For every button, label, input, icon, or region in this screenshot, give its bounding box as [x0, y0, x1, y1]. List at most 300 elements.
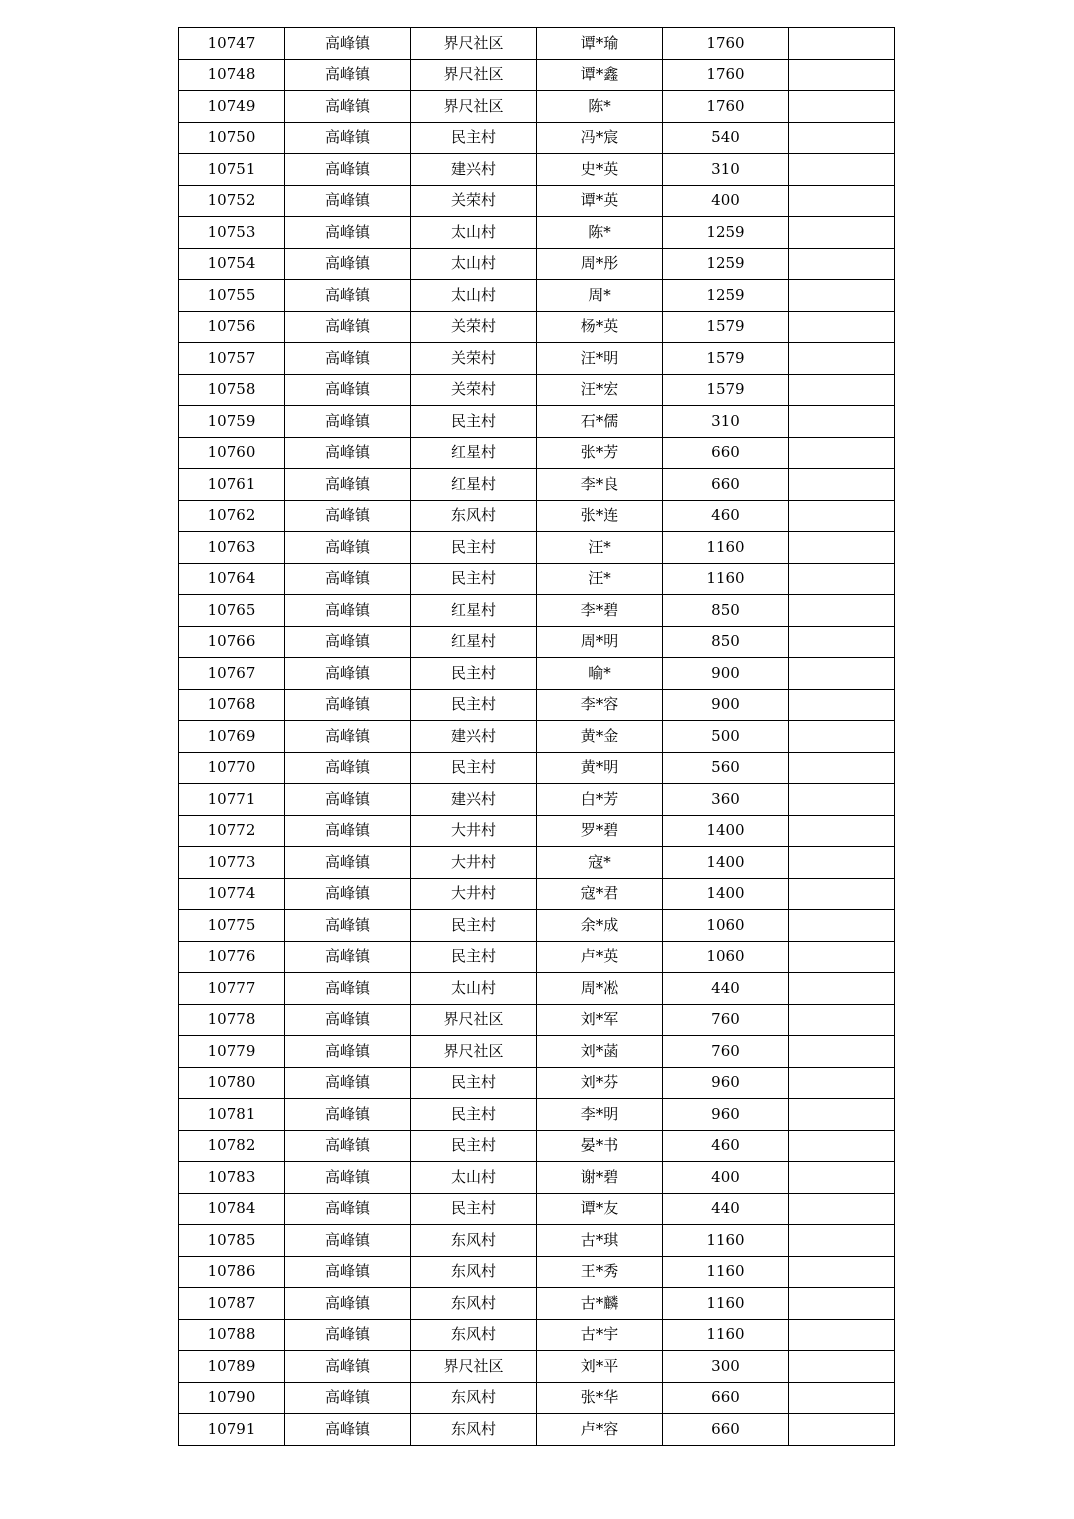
- name-cell: 黄*金: [537, 721, 663, 753]
- name-cell: 卢*英: [537, 941, 663, 973]
- table-row: [179, 815, 895, 847]
- table-row: [179, 973, 895, 1005]
- note-cell: [789, 973, 895, 1005]
- name-cell: 刘*军: [537, 1004, 663, 1036]
- row-number-cell: 10764: [179, 563, 285, 595]
- village-cell: 界尺社区: [411, 28, 537, 60]
- amount-cell: 1579: [663, 311, 789, 343]
- table-row: [179, 784, 895, 816]
- town-cell: 高峰镇: [285, 721, 411, 753]
- row-number-cell: 10771: [179, 784, 285, 816]
- row-number-cell: 10781: [179, 1099, 285, 1131]
- amount-cell: 660: [663, 1382, 789, 1414]
- table-row: [179, 1351, 895, 1383]
- row-number-cell: 10783: [179, 1162, 285, 1194]
- note-cell: [789, 878, 895, 910]
- note-cell: [789, 1067, 895, 1099]
- note-cell: [789, 185, 895, 217]
- village-cell: 东风村: [411, 1225, 537, 1257]
- amount-cell: 1400: [663, 847, 789, 879]
- note-cell: [789, 784, 895, 816]
- town-cell: 高峰镇: [285, 1319, 411, 1351]
- village-cell: 关荣村: [411, 185, 537, 217]
- town-cell: 高峰镇: [285, 1130, 411, 1162]
- name-cell: 李*良: [537, 469, 663, 501]
- table-row: [179, 1193, 895, 1225]
- name-cell: 周*明: [537, 626, 663, 658]
- name-cell: 喻*: [537, 658, 663, 690]
- town-cell: 高峰镇: [285, 784, 411, 816]
- town-cell: 高峰镇: [285, 1256, 411, 1288]
- row-number-cell: 10759: [179, 406, 285, 438]
- table-row: [179, 469, 895, 501]
- row-number-cell: 10774: [179, 878, 285, 910]
- amount-cell: 900: [663, 658, 789, 690]
- row-number-cell: 10769: [179, 721, 285, 753]
- village-cell: 太山村: [411, 280, 537, 312]
- village-cell: 民主村: [411, 910, 537, 942]
- town-cell: 高峰镇: [285, 815, 411, 847]
- row-number-cell: 10790: [179, 1382, 285, 1414]
- amount-cell: 400: [663, 185, 789, 217]
- town-cell: 高峰镇: [285, 185, 411, 217]
- table-row: [179, 28, 895, 60]
- table-row: [179, 941, 895, 973]
- village-cell: 太山村: [411, 1162, 537, 1194]
- town-cell: 高峰镇: [285, 941, 411, 973]
- row-number-cell: 10748: [179, 59, 285, 91]
- table-row: [179, 752, 895, 784]
- amount-cell: 500: [663, 721, 789, 753]
- note-cell: [789, 1036, 895, 1068]
- village-cell: 太山村: [411, 248, 537, 280]
- table-row: [179, 595, 895, 627]
- table-row: [179, 122, 895, 154]
- row-number-cell: 10785: [179, 1225, 285, 1257]
- village-cell: 大井村: [411, 847, 537, 879]
- town-cell: 高峰镇: [285, 563, 411, 595]
- note-cell: [789, 1288, 895, 1320]
- amount-cell: 440: [663, 1193, 789, 1225]
- village-cell: 大井村: [411, 815, 537, 847]
- town-cell: 高峰镇: [285, 59, 411, 91]
- town-cell: 高峰镇: [285, 626, 411, 658]
- amount-cell: 1160: [663, 1256, 789, 1288]
- amount-cell: 850: [663, 626, 789, 658]
- town-cell: 高峰镇: [285, 1099, 411, 1131]
- table-row: [179, 343, 895, 375]
- village-cell: 界尺社区: [411, 1351, 537, 1383]
- village-cell: 民主村: [411, 406, 537, 438]
- note-cell: [789, 1351, 895, 1383]
- town-cell: 高峰镇: [285, 1351, 411, 1383]
- table-row: [179, 1225, 895, 1257]
- table-row: [179, 437, 895, 469]
- name-cell: 陈*: [537, 217, 663, 249]
- note-cell: [789, 1004, 895, 1036]
- amount-cell: 300: [663, 1351, 789, 1383]
- name-cell: 李*明: [537, 1099, 663, 1131]
- note-cell: [789, 217, 895, 249]
- amount-cell: 1160: [663, 1288, 789, 1320]
- village-cell: 关荣村: [411, 343, 537, 375]
- village-cell: 民主村: [411, 941, 537, 973]
- name-cell: 周*彤: [537, 248, 663, 280]
- row-number-cell: 10772: [179, 815, 285, 847]
- town-cell: 高峰镇: [285, 1382, 411, 1414]
- row-number-cell: 10775: [179, 910, 285, 942]
- amount-cell: 400: [663, 1162, 789, 1194]
- table-row: [179, 217, 895, 249]
- table-row: [179, 910, 895, 942]
- name-cell: 张*华: [537, 1382, 663, 1414]
- town-cell: 高峰镇: [285, 658, 411, 690]
- town-cell: 高峰镇: [285, 91, 411, 123]
- amount-cell: 1760: [663, 28, 789, 60]
- note-cell: [789, 122, 895, 154]
- name-cell: 寇*君: [537, 878, 663, 910]
- town-cell: 高峰镇: [285, 752, 411, 784]
- village-cell: 东风村: [411, 1288, 537, 1320]
- amount-cell: 660: [663, 469, 789, 501]
- village-cell: 民主村: [411, 1130, 537, 1162]
- amount-cell: 850: [663, 595, 789, 627]
- note-cell: [789, 311, 895, 343]
- name-cell: 古*琪: [537, 1225, 663, 1257]
- village-cell: 建兴村: [411, 784, 537, 816]
- table-row: [179, 1319, 895, 1351]
- table-row: [179, 1256, 895, 1288]
- amount-cell: 660: [663, 437, 789, 469]
- table-row: [179, 1130, 895, 1162]
- town-cell: 高峰镇: [285, 500, 411, 532]
- row-number-cell: 10778: [179, 1004, 285, 1036]
- name-cell: 汪*明: [537, 343, 663, 375]
- table-row: [179, 59, 895, 91]
- amount-cell: 460: [663, 1130, 789, 1162]
- table-row: [179, 721, 895, 753]
- row-number-cell: 10780: [179, 1067, 285, 1099]
- amount-cell: 360: [663, 784, 789, 816]
- town-cell: 高峰镇: [285, 28, 411, 60]
- note-cell: [789, 1225, 895, 1257]
- town-cell: 高峰镇: [285, 469, 411, 501]
- table-row: [179, 1162, 895, 1194]
- village-cell: 东风村: [411, 500, 537, 532]
- town-cell: 高峰镇: [285, 595, 411, 627]
- name-cell: 刘*菡: [537, 1036, 663, 1068]
- table-row: [179, 311, 895, 343]
- table-row: [179, 1067, 895, 1099]
- amount-cell: 1060: [663, 941, 789, 973]
- note-cell: [789, 595, 895, 627]
- village-cell: 东风村: [411, 1414, 537, 1446]
- note-cell: [789, 343, 895, 375]
- town-cell: 高峰镇: [285, 1036, 411, 1068]
- amount-cell: 760: [663, 1004, 789, 1036]
- amount-cell: 1160: [663, 563, 789, 595]
- name-cell: 谭*友: [537, 1193, 663, 1225]
- village-cell: 界尺社区: [411, 1036, 537, 1068]
- town-cell: 高峰镇: [285, 1162, 411, 1194]
- name-cell: 黄*明: [537, 752, 663, 784]
- town-cell: 高峰镇: [285, 1288, 411, 1320]
- village-cell: 界尺社区: [411, 59, 537, 91]
- table-row: [179, 878, 895, 910]
- table-row: [179, 1036, 895, 1068]
- amount-cell: 1160: [663, 1225, 789, 1257]
- name-cell: 刘*平: [537, 1351, 663, 1383]
- row-number-cell: 10777: [179, 973, 285, 1005]
- village-cell: 太山村: [411, 973, 537, 1005]
- note-cell: [789, 91, 895, 123]
- town-cell: 高峰镇: [285, 437, 411, 469]
- name-cell: 王*秀: [537, 1256, 663, 1288]
- town-cell: 高峰镇: [285, 689, 411, 721]
- name-cell: 汪*: [537, 563, 663, 595]
- name-cell: 杨*英: [537, 311, 663, 343]
- amount-cell: 960: [663, 1067, 789, 1099]
- row-number-cell: 10761: [179, 469, 285, 501]
- table-row: [179, 1414, 895, 1446]
- row-number-cell: 10768: [179, 689, 285, 721]
- amount-cell: 560: [663, 752, 789, 784]
- amount-cell: 1259: [663, 217, 789, 249]
- row-number-cell: 10749: [179, 91, 285, 123]
- name-cell: 刘*芬: [537, 1067, 663, 1099]
- town-cell: 高峰镇: [285, 280, 411, 312]
- name-cell: 晏*书: [537, 1130, 663, 1162]
- amount-cell: 1259: [663, 280, 789, 312]
- table-row: [179, 500, 895, 532]
- row-number-cell: 10791: [179, 1414, 285, 1446]
- table-row: [179, 689, 895, 721]
- table-row: [179, 1004, 895, 1036]
- village-cell: 东风村: [411, 1256, 537, 1288]
- note-cell: [789, 500, 895, 532]
- table-row: [179, 563, 895, 595]
- village-cell: 民主村: [411, 122, 537, 154]
- row-number-cell: 10787: [179, 1288, 285, 1320]
- name-cell: 陈*: [537, 91, 663, 123]
- town-cell: 高峰镇: [285, 406, 411, 438]
- name-cell: 周*凇: [537, 973, 663, 1005]
- data-table: [178, 27, 895, 1446]
- note-cell: [789, 532, 895, 564]
- note-cell: [789, 248, 895, 280]
- amount-cell: 1160: [663, 532, 789, 564]
- amount-cell: 1760: [663, 59, 789, 91]
- note-cell: [789, 28, 895, 60]
- note-cell: [789, 59, 895, 91]
- town-cell: 高峰镇: [285, 878, 411, 910]
- village-cell: 民主村: [411, 1099, 537, 1131]
- note-cell: [789, 752, 895, 784]
- note-cell: [789, 1130, 895, 1162]
- row-number-cell: 10754: [179, 248, 285, 280]
- amount-cell: 310: [663, 154, 789, 186]
- town-cell: 高峰镇: [285, 1414, 411, 1446]
- town-cell: 高峰镇: [285, 1004, 411, 1036]
- amount-cell: 1400: [663, 878, 789, 910]
- row-number-cell: 10752: [179, 185, 285, 217]
- village-cell: 关荣村: [411, 374, 537, 406]
- town-cell: 高峰镇: [285, 1225, 411, 1257]
- note-cell: [789, 437, 895, 469]
- name-cell: 张*连: [537, 500, 663, 532]
- row-number-cell: 10782: [179, 1130, 285, 1162]
- row-number-cell: 10758: [179, 374, 285, 406]
- table-row: [179, 154, 895, 186]
- name-cell: 余*成: [537, 910, 663, 942]
- table-body: [179, 28, 895, 1446]
- village-cell: 界尺社区: [411, 1004, 537, 1036]
- name-cell: 汪*: [537, 532, 663, 564]
- note-cell: [789, 721, 895, 753]
- town-cell: 高峰镇: [285, 532, 411, 564]
- name-cell: 石*儒: [537, 406, 663, 438]
- town-cell: 高峰镇: [285, 910, 411, 942]
- note-cell: [789, 1414, 895, 1446]
- note-cell: [789, 1256, 895, 1288]
- village-cell: 建兴村: [411, 721, 537, 753]
- row-number-cell: 10788: [179, 1319, 285, 1351]
- village-cell: 民主村: [411, 658, 537, 690]
- note-cell: [789, 563, 895, 595]
- village-cell: 民主村: [411, 1067, 537, 1099]
- amount-cell: 440: [663, 973, 789, 1005]
- note-cell: [789, 280, 895, 312]
- name-cell: 卢*容: [537, 1414, 663, 1446]
- row-number-cell: 10747: [179, 28, 285, 60]
- name-cell: 古*麟: [537, 1288, 663, 1320]
- table-row: [179, 1099, 895, 1131]
- table-row: [179, 185, 895, 217]
- town-cell: 高峰镇: [285, 973, 411, 1005]
- town-cell: 高峰镇: [285, 311, 411, 343]
- note-cell: [789, 626, 895, 658]
- row-number-cell: 10770: [179, 752, 285, 784]
- row-number-cell: 10751: [179, 154, 285, 186]
- name-cell: 周*: [537, 280, 663, 312]
- name-cell: 白*芳: [537, 784, 663, 816]
- name-cell: 寇*: [537, 847, 663, 879]
- row-number-cell: 10765: [179, 595, 285, 627]
- row-number-cell: 10789: [179, 1351, 285, 1383]
- village-cell: 红星村: [411, 626, 537, 658]
- village-cell: 东风村: [411, 1319, 537, 1351]
- village-cell: 红星村: [411, 595, 537, 627]
- village-cell: 东风村: [411, 1382, 537, 1414]
- table-row: [179, 847, 895, 879]
- amount-cell: 1400: [663, 815, 789, 847]
- row-number-cell: 10776: [179, 941, 285, 973]
- note-cell: [789, 1319, 895, 1351]
- amount-cell: 460: [663, 500, 789, 532]
- amount-cell: 900: [663, 689, 789, 721]
- row-number-cell: 10760: [179, 437, 285, 469]
- name-cell: 古*宇: [537, 1319, 663, 1351]
- amount-cell: 760: [663, 1036, 789, 1068]
- table-row: [179, 406, 895, 438]
- amount-cell: 660: [663, 1414, 789, 1446]
- name-cell: 谢*碧: [537, 1162, 663, 1194]
- note-cell: [789, 941, 895, 973]
- note-cell: [789, 1382, 895, 1414]
- amount-cell: 310: [663, 406, 789, 438]
- amount-cell: 960: [663, 1099, 789, 1131]
- amount-cell: 1259: [663, 248, 789, 280]
- town-cell: 高峰镇: [285, 847, 411, 879]
- amount-cell: 540: [663, 122, 789, 154]
- row-number-cell: 10779: [179, 1036, 285, 1068]
- table-row: [179, 248, 895, 280]
- village-cell: 界尺社区: [411, 91, 537, 123]
- town-cell: 高峰镇: [285, 374, 411, 406]
- amount-cell: 1060: [663, 910, 789, 942]
- table-row: [179, 658, 895, 690]
- note-cell: [789, 469, 895, 501]
- village-cell: 民主村: [411, 532, 537, 564]
- table-row: [179, 280, 895, 312]
- village-cell: 太山村: [411, 217, 537, 249]
- table-row: [179, 1288, 895, 1320]
- row-number-cell: 10753: [179, 217, 285, 249]
- row-number-cell: 10786: [179, 1256, 285, 1288]
- name-cell: 冯*宸: [537, 122, 663, 154]
- name-cell: 李*碧: [537, 595, 663, 627]
- note-cell: [789, 658, 895, 690]
- amount-cell: 1579: [663, 374, 789, 406]
- village-cell: 民主村: [411, 1193, 537, 1225]
- row-number-cell: 10773: [179, 847, 285, 879]
- town-cell: 高峰镇: [285, 154, 411, 186]
- row-number-cell: 10784: [179, 1193, 285, 1225]
- village-cell: 民主村: [411, 563, 537, 595]
- town-cell: 高峰镇: [285, 122, 411, 154]
- note-cell: [789, 1099, 895, 1131]
- name-cell: 汪*宏: [537, 374, 663, 406]
- name-cell: 史*英: [537, 154, 663, 186]
- row-number-cell: 10757: [179, 343, 285, 375]
- row-number-cell: 10762: [179, 500, 285, 532]
- village-cell: 建兴村: [411, 154, 537, 186]
- town-cell: 高峰镇: [285, 343, 411, 375]
- amount-cell: 1579: [663, 343, 789, 375]
- name-cell: 谭*英: [537, 185, 663, 217]
- amount-cell: 1160: [663, 1319, 789, 1351]
- name-cell: 张*芳: [537, 437, 663, 469]
- note-cell: [789, 815, 895, 847]
- name-cell: 罗*碧: [537, 815, 663, 847]
- name-cell: 谭*鑫: [537, 59, 663, 91]
- village-cell: 关荣村: [411, 311, 537, 343]
- note-cell: [789, 847, 895, 879]
- town-cell: 高峰镇: [285, 1193, 411, 1225]
- note-cell: [789, 154, 895, 186]
- note-cell: [789, 689, 895, 721]
- note-cell: [789, 1193, 895, 1225]
- row-number-cell: 10755: [179, 280, 285, 312]
- table-row: [179, 532, 895, 564]
- village-cell: 民主村: [411, 752, 537, 784]
- row-number-cell: 10767: [179, 658, 285, 690]
- table-row: [179, 374, 895, 406]
- town-cell: 高峰镇: [285, 217, 411, 249]
- town-cell: 高峰镇: [285, 1067, 411, 1099]
- table-row: [179, 91, 895, 123]
- village-cell: 民主村: [411, 689, 537, 721]
